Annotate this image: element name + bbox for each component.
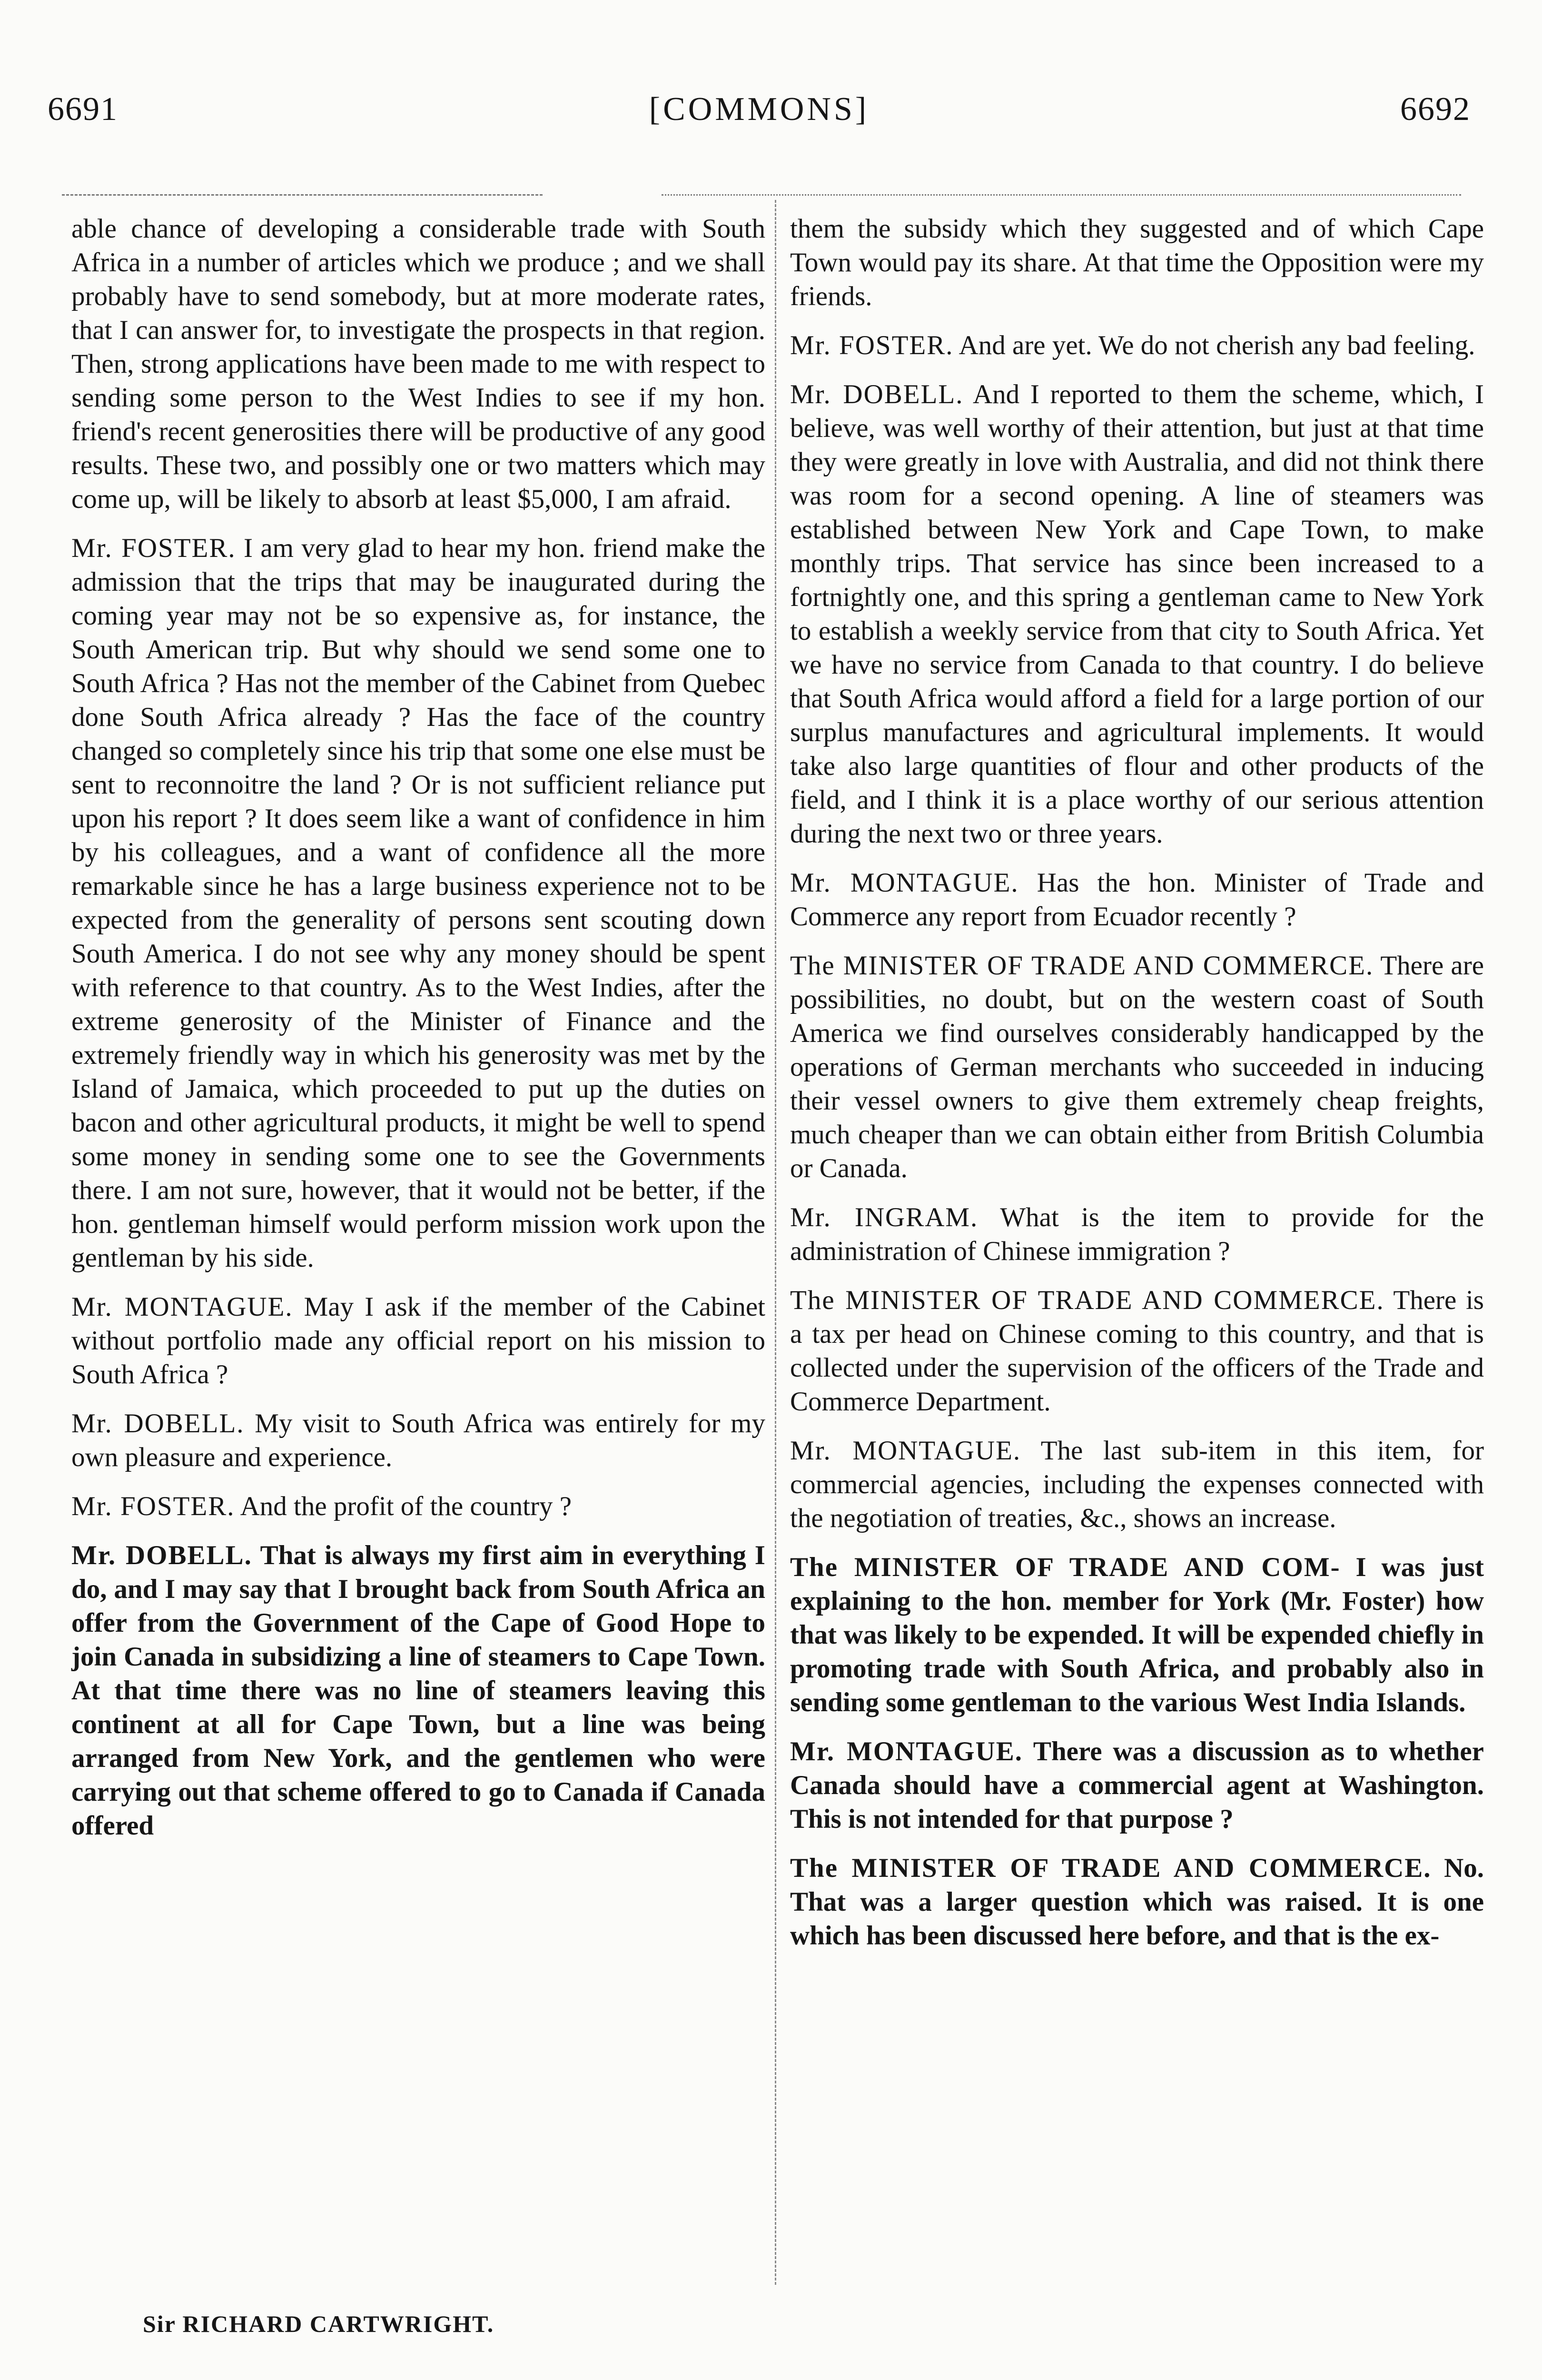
footer-speaker-name: Sir RICHARD CARTWRIGHT. — [143, 2311, 494, 2337]
speaker-name: The MINISTER OF TRADE AND COMMERCE. — [790, 951, 1374, 981]
speaker-name: Mr. MONTAGUE. — [790, 1436, 1021, 1466]
speaker-name: Mr. MONTAGUE. — [790, 1736, 1023, 1766]
paragraph — [790, 1735, 1484, 1836]
paragraph — [790, 1851, 1484, 1953]
page-number-left: 6691 — [48, 91, 118, 128]
paragraph — [71, 1290, 765, 1391]
section-title: [COMMONS] — [649, 91, 870, 128]
page-number-right: 6692 — [1400, 91, 1471, 128]
speaker-name: Mr. DOBELL. — [790, 379, 964, 409]
paragraph-text: May I ask if the member of the Cabinet without portfolio made any official report on his mission to South Africa ? — [71, 1292, 766, 1389]
paragraph-text: There was a discussion as to whether Canada should have a commercial agent at Washington. This is not intended for that purpose ? — [790, 1736, 1484, 1834]
paragraph — [71, 1407, 765, 1474]
paragraph-text: There are possibilities, no doubt, but on the western coast of South America we find ourselves considerably handicapped by the operations of German merchants who succeeded in inducing their vessel owners to give them extremely cheap freights, much cheaper than we can obtain either from British Columbia or Canada. — [790, 951, 1484, 1183]
speaker-name: Mr. MONTAGUE. — [790, 868, 1019, 898]
speaker-name: Mr. DOBELL. — [71, 1540, 252, 1570]
paragraph — [71, 1538, 765, 1843]
paragraph-text: The last sub-item in this item, for commercial agencies, including the expenses connected with the negotiation of treaties, &c., shows an increase. — [790, 1436, 1484, 1533]
speaker-name: Mr. FOSTER. — [790, 330, 954, 360]
paragraph — [790, 377, 1484, 851]
paragraph-text: And are yet. We do not cherish any bad feeling. — [959, 330, 1475, 360]
paragraph — [71, 1489, 765, 1523]
paragraph-text: There is a tax per head on Chinese coming to this country, and that is collected under the supervision of the officers of the Trade and Commerce Department. — [790, 1285, 1484, 1417]
paragraph-text: I was just explaining to the hon. member for York (Mr. Foster) how that was likely to be expended. It will be expended chiefly in promoting trade with South Africa, and probably also in sending some gentleman to the various West India Islands. — [790, 1552, 1484, 1717]
paragraph-text: able chance of developing a considerable trade with South Africa in a number of articles which we produce ; and we shall probably have to send somebody, but at more moderate rates, that I can answer for, to investigate the prospects in that region. Then, strong applications have been made to me with respect to sending some person to the West Indies to see if my hon. friend's recent generosities there will be productive of any good results. These two, and possibly one or two matters which may come up, will be likely to absorb at least $5,000, I am afraid. — [71, 214, 765, 514]
paragraph — [790, 1283, 1484, 1418]
header-rule-left — [62, 194, 543, 196]
speaker-name: The MINISTER OF TRADE AND COMMERCE. — [790, 1285, 1384, 1315]
paragraph-text: And I reported to them the scheme, which, I believe, was well worthy of their attention, but just at that time they were greatly in love with Australia, and did not think there was room for a second opening. A line of steamers was established between New York and Cape Town, to make monthly trips. That service has since been increased to a fortnightly one, and this spring a gentleman came to New York to establish a weekly service from that city to South Africa. Yet we have no service from Canada to that country. I do believe that South Africa would afford a field for a large portion of our surplus manufactures and agricultural implements. It would take also large quantities of flour and other products of the field, and I think it is a place worthy of our serious attention during the next two or three years. — [790, 379, 1484, 849]
header-rule-right — [662, 194, 1461, 196]
paragraph — [790, 1550, 1484, 1719]
speaker-name: Mr. INGRAM. — [790, 1202, 979, 1232]
column-divider — [775, 200, 776, 2285]
paragraph-text: My visit to South Africa was entirely for my own pleasure and experience. — [71, 1408, 765, 1472]
paragraph-text: That is always my first aim in everything I do, and I may say that I brought back from South Africa an offer from the Government of the Cape of Good Hope to join Canada in subsidizing a line of steamers to Cape Town. At that time there was no line of steamers leaving this continent at all for Cape Town, but a line was being arranged from New York, and the gentlemen who were carrying out that scheme offered to go to Canada if Canada offered — [71, 1540, 765, 1841]
paragraph-text: them the subsidy which they suggested and of which Cape Town would pay its share. At that time the Opposition were my friends. — [790, 214, 1484, 311]
speaker-name: The MINISTER OF TRADE AND COMMERCE. — [790, 1853, 1432, 1883]
paragraph — [71, 531, 765, 1275]
paragraph — [790, 1200, 1484, 1268]
speaker-name: The MINISTER OF TRADE AND COM- — [790, 1552, 1341, 1582]
paragraph-text: Has the hon. Minister of Trade and Commerce any report from Ecuador recently ? — [790, 868, 1484, 932]
paragraph — [790, 1434, 1484, 1535]
speaker-name: Mr. FOSTER. — [71, 533, 236, 563]
speaker-name: Mr. MONTAGUE. — [71, 1292, 293, 1322]
paragraph — [790, 328, 1484, 362]
paragraph-text: And the profit of the country ? — [240, 1491, 572, 1521]
paragraph — [790, 866, 1484, 933]
paragraph-text: No. That was a larger question which was raised. It is one which has been discussed here before, and that is the ex- — [790, 1853, 1484, 1951]
speaker-name: Mr. FOSTER. — [71, 1491, 235, 1521]
paragraph-text: What is the item to provide for the administration of Chinese immigration ? — [790, 1202, 1484, 1266]
paragraph — [71, 212, 765, 516]
paragraph-text: I am very glad to hear my hon. friend make the admission that the trips that may be inaugurated during the coming year may not be so expensive as, for instance, the South American trip. But why should we send some one to South Africa ? Has not the member of the Cabinet from Quebec done South Africa already ? Has the face of the country changed so completely since his trip that some one else must be sent to reconnoitre the land ? Or is not sufficient reliance put upon his report ? It does seem like a want of confidence in him by his colleagues, and a want of confidence all the more remarkable since he has a large business experience not to be expected from the generality of persons sent scouting down South America. I do not see why any money should be spent with reference to that country. As to the West Indies, after the extreme generosity of the Minister of Finance and the extremely friendly way in which his generosity was met by the Island of Jamaica, which proceeded to put up the duties on bacon and other agricultural products, it might be well to spend some money in sending some one to see the Governments there. I am not sure, however, that it would not be better, if the hon. gentleman himself would perform mission work upon the gentleman by his side. — [71, 533, 765, 1273]
page-header — [48, 90, 1471, 143]
paragraph — [790, 212, 1484, 313]
paragraph — [790, 949, 1484, 1185]
right-column — [790, 212, 1484, 1968]
speaker-name: Mr. DOBELL. — [71, 1408, 245, 1438]
left-column — [71, 212, 765, 1858]
